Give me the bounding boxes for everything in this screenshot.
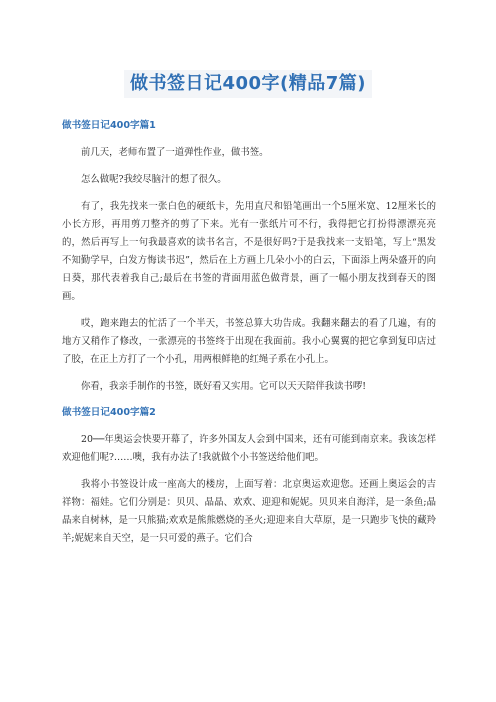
paragraph: 有了，我先找来一张白色的硬纸卡，先用直尺和铅笔画出一个5厘米宽、12厘米长的小长方形，再用剪刀整齐的剪了下来。光有一张纸片可不行，我得把它打扮得漂漂亮亮的，然后再写上一句我最喜欢的读书名言，不是很好吗?于是我找来一支铅笔，写上“黑发不知勤学早，白发方悔读书迟”，然后在上方画上几朵小小的白云，下面添上两朵盛开的向日葵，那代表着我自己;最后在书签的背面用蓝色做背景，画了一幅小朋友找到春天的图画。: [62, 201, 436, 302]
section-2: [62, 405, 436, 548]
paragraph: 哎，跑来跑去的忙活了一个半天，书签总算大功告成。我翻来翻去的看了几遍，有的地方又稍作了修改，一张漂亮的书签终于出现在我面前。我小心翼翼的把它拿到复印店过了胶，在正上方打了一个小孔，用两根鲜艳的红绳子系在小孔上。: [62, 318, 436, 365]
section-heading: 做书签日记400字篇1: [62, 120, 156, 131]
paragraph: 我将小书签设计成一座高大的楼房，上面写着：北京奥运欢迎您。还画上奥运会的吉祥物：福娃。它们分别是：贝贝、晶晶、欢欢、迎迎和妮妮。贝贝来自海洋，是一条鱼;晶晶来自树林，是一只熊猫;欢欢是熊熊燃烧的圣火;迎迎来自大草原，是一只跑步飞快的藏羚羊;妮妮来自天空，是一只可爱的燕子。它们合: [62, 479, 436, 544]
paragraph: 20──年奥运会快要开幕了，许多外国友人会到中国来，还有可能到南京来。我该怎样欢迎他们呢?……噢，我有办法了!我就做个小书签送给他们吧。: [62, 434, 436, 463]
title-wrap: [0, 70, 496, 98]
paragraph: 怎么做呢?我绞尽脑汁的想了很久。: [81, 174, 227, 185]
paragraph: 前几天，老师布置了一道弹性作业，做书签。: [81, 147, 269, 158]
paragraph: 你看，我亲手制作的书签，既好看又实用。它可以天天陪伴我读书啰!: [81, 381, 367, 392]
section-heading: 做书签日记400字篇2: [62, 407, 156, 418]
document-title: 做书签日记400字(精品7篇): [124, 70, 372, 98]
section-1: [62, 118, 436, 396]
document-body: [62, 118, 436, 557]
